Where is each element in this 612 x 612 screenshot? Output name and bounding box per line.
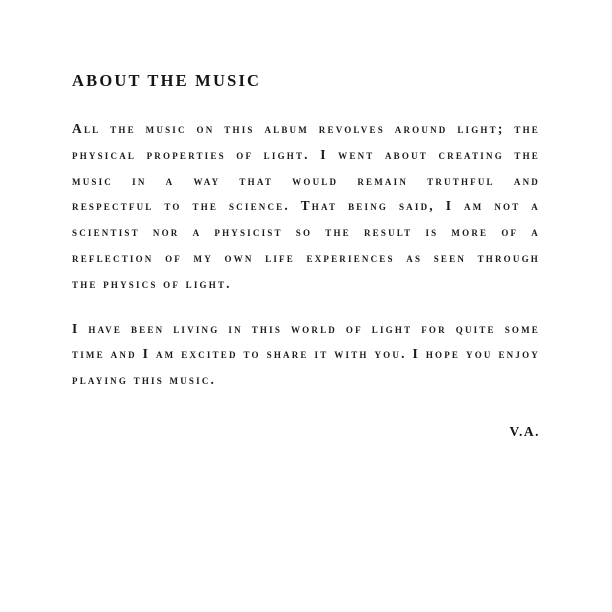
paragraph-line: music in a way that would remain truthful and [72, 172, 540, 188]
paragraph-line: the physics of light. [72, 275, 232, 291]
paragraph-line: respectful to the science. That being said, I am not a [72, 198, 540, 214]
paragraph-line: I have been living in this world of light for quite some [72, 320, 540, 336]
paragraph-line: All the music on this album revolves around light; the [72, 121, 540, 136]
paragraph-line: time and I am excited to share it with you. I hope you enjoy [72, 346, 540, 362]
paragraph-line: playing this music. [72, 372, 217, 388]
paragraph-about-light [72, 116, 540, 297]
paragraph-line: physical properties of light. I went about creating the [72, 146, 540, 162]
paragraph-line: scientist nor a physicist so the result is more of a [72, 224, 540, 240]
paragraph-closing [72, 316, 540, 393]
signature: V.A. [509, 423, 540, 439]
page-title: ABOUT THE MUSIC [72, 71, 262, 90]
paragraph-line: reflection of my own life experiences as seen through [72, 249, 540, 265]
